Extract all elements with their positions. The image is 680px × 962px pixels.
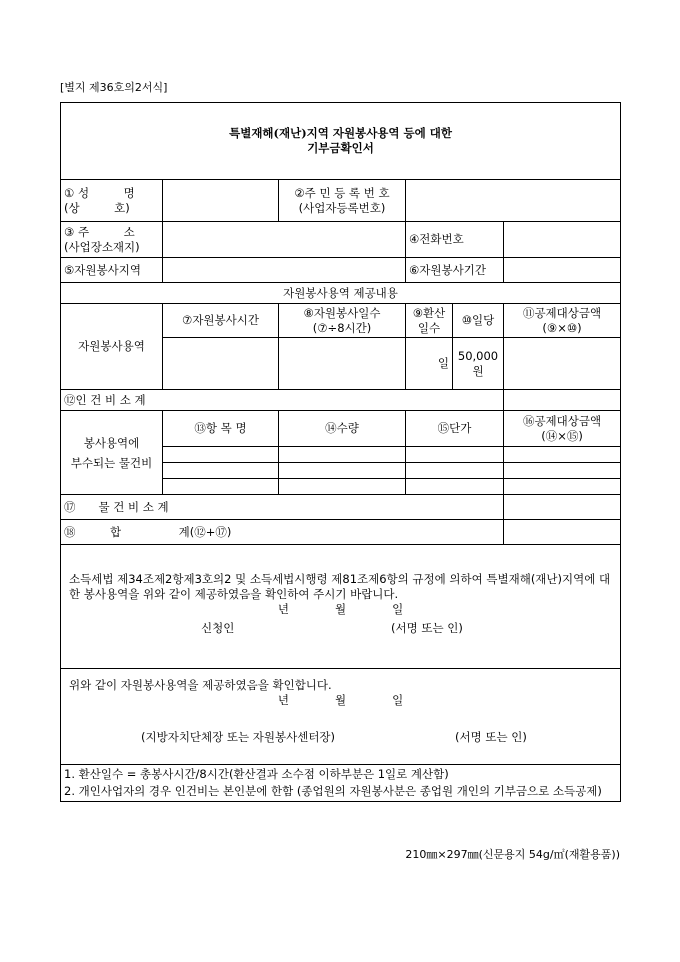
goods-subtotal-label: ⑰ 물 건 비 소 계 <box>61 495 504 520</box>
unit-price-field[interactable] <box>406 447 504 463</box>
applicant-line <box>69 621 612 642</box>
name-sublabel: (상 호) <box>64 200 130 215</box>
service-hours-field[interactable] <box>163 338 279 390</box>
total-field[interactable] <box>504 520 621 545</box>
goods-subtotal-field[interactable] <box>504 495 621 520</box>
daily-rate-header: ⑩일당 <box>453 304 504 338</box>
service-heading: 자원봉사용역 제공내용 <box>61 283 621 304</box>
quantity-field[interactable] <box>279 463 406 479</box>
item-name-field[interactable] <box>163 447 279 463</box>
donation-confirmation-form <box>60 102 621 802</box>
name-label: ① 성 명 <box>64 185 135 200</box>
service-heading-row <box>61 283 621 304</box>
item-name-field[interactable] <box>163 463 279 479</box>
goods-amount-field[interactable] <box>504 463 621 479</box>
note-item: 1. 환산일수 = 총봉사시간/8시간(환산결과 소수점 이하부분은 1일로 계산함) <box>64 767 449 781</box>
unit-price-field[interactable] <box>406 463 504 479</box>
authority-sign: (서명 또는 인) <box>455 730 527 744</box>
goods-row-label <box>61 411 163 495</box>
title-line-2: 기부금확인서 <box>307 141 374 155</box>
address-sublabel: (사업장소재지) <box>64 239 140 254</box>
service-days-label: ⑧자원봉사일수 <box>303 305 381 320</box>
goods-header-row <box>61 411 621 447</box>
form-title <box>61 103 621 180</box>
applicant-sign: (서명 또는 인) <box>391 620 463 635</box>
goods-amount-header <box>504 411 621 447</box>
verification-section <box>61 669 621 765</box>
region-field[interactable] <box>163 258 406 283</box>
labor-subtotal-field[interactable] <box>504 390 621 411</box>
resident-no-label: ②주 민 등 록 번 호 <box>294 185 390 200</box>
title-line-1: 특별재해(재난)지역 자원봉사용역 등에 대한 <box>229 126 452 140</box>
total-label: ⑱ 합 계(⑫+⑰) <box>61 520 504 545</box>
request-date-line: 년 월 일 <box>277 601 404 616</box>
quantity-field[interactable] <box>279 447 406 463</box>
service-amount-field[interactable] <box>504 338 621 390</box>
phone-label: ④전화번호 <box>406 222 504 258</box>
service-days-formula: (⑦÷8시간) <box>312 320 372 335</box>
name-label-cell <box>61 180 163 222</box>
address-row <box>61 222 621 258</box>
address-label-cell <box>61 222 163 258</box>
address-field[interactable] <box>163 222 406 258</box>
service-days-header <box>279 304 406 338</box>
goods-label-line-2: 부수되는 물건비 <box>70 455 153 470</box>
converted-days-header <box>406 304 453 338</box>
period-label: ⑥자원봉사기간 <box>406 258 504 283</box>
goods-label-line-1: 봉사용역에 <box>83 435 140 450</box>
converted-days-sublabel: 일수 <box>417 320 441 335</box>
verification-statement: 위와 같이 자원봉사용역을 제공하였음을 확인합니다. <box>69 678 332 692</box>
service-amount-label: ⑪공제대상금액 <box>522 305 602 320</box>
note-item: 2. 개인사업자의 경우 인건비는 본인분에 한함 (종업원의 자원봉사분은 종업원 개인의 기부금으로 소득공제) <box>64 784 602 798</box>
authority-label: (지방자치단체장 또는 자원봉사센터장) <box>141 730 336 744</box>
service-amount-header <box>504 304 621 338</box>
region-label: ⑤자원봉사지역 <box>61 258 163 283</box>
service-days-field[interactable] <box>279 338 406 390</box>
labor-subtotal-label: ⑫인 건 비 소 계 <box>61 390 504 411</box>
title-row <box>61 103 621 180</box>
resident-no-field[interactable] <box>406 180 621 222</box>
day-unit: 일 <box>437 356 449 370</box>
service-row-label: 자원봉사용역 <box>61 304 163 390</box>
labor-subtotal-row <box>61 390 621 411</box>
quantity-field[interactable] <box>279 479 406 495</box>
unit-price-header: ⑮단가 <box>406 411 504 447</box>
applicant-label: 신청인 <box>201 620 235 635</box>
converted-days-field[interactable] <box>406 338 453 390</box>
service-hours-header: ⑦자원봉사시간 <box>163 304 279 338</box>
phone-field[interactable] <box>504 222 621 258</box>
region-row <box>61 258 621 283</box>
goods-subtotal-row <box>61 495 621 520</box>
request-row <box>61 545 621 669</box>
service-amount-formula: (⑨×⑩) <box>542 320 582 335</box>
period-field[interactable] <box>504 258 621 283</box>
quantity-header: ⑭수량 <box>279 411 406 447</box>
unit-price-field[interactable] <box>406 479 504 495</box>
verification-row <box>61 669 621 765</box>
goods-amount-field[interactable] <box>504 479 621 495</box>
paper-spec: 210㎜×297㎜(신문용지 54g/㎡(재활용품)) <box>405 848 620 861</box>
item-name-field[interactable] <box>163 479 279 495</box>
total-row <box>61 520 621 545</box>
goods-amount-label: ⑯공제대상금액 <box>522 413 602 428</box>
request-statement: 소득세법 제34조제2항제3호의2 및 소득세법시행령 제81조제6항의 규정에 의하여 특별재해(재난)지역에 대한 봉사용역을 위와 같이 제공하였음을 확인하여 주시기 바랍니다. <box>69 571 611 601</box>
request-section <box>61 545 621 669</box>
converted-days-label: ⑨환산 <box>412 305 446 320</box>
goods-amount-formula: (⑭×⑮) <box>541 428 583 443</box>
address-label: ③ 주 소 <box>64 224 135 239</box>
notes-section <box>61 765 621 802</box>
notes-row <box>61 765 621 802</box>
verification-date-line: 년 월 일 <box>277 693 404 707</box>
authority-line <box>69 730 612 751</box>
daily-rate-value: 50,000원 <box>453 338 504 390</box>
form-number-label: [별지 제36호의2서식] <box>60 81 168 94</box>
resident-no-sublabel: (사업자등록번호) <box>298 200 386 215</box>
name-field[interactable] <box>163 180 279 222</box>
goods-amount-field[interactable] <box>504 447 621 463</box>
resident-no-label-cell <box>279 180 406 222</box>
name-row <box>61 180 621 222</box>
item-name-header: ⑬항 목 명 <box>163 411 279 447</box>
service-header-row <box>61 304 621 338</box>
